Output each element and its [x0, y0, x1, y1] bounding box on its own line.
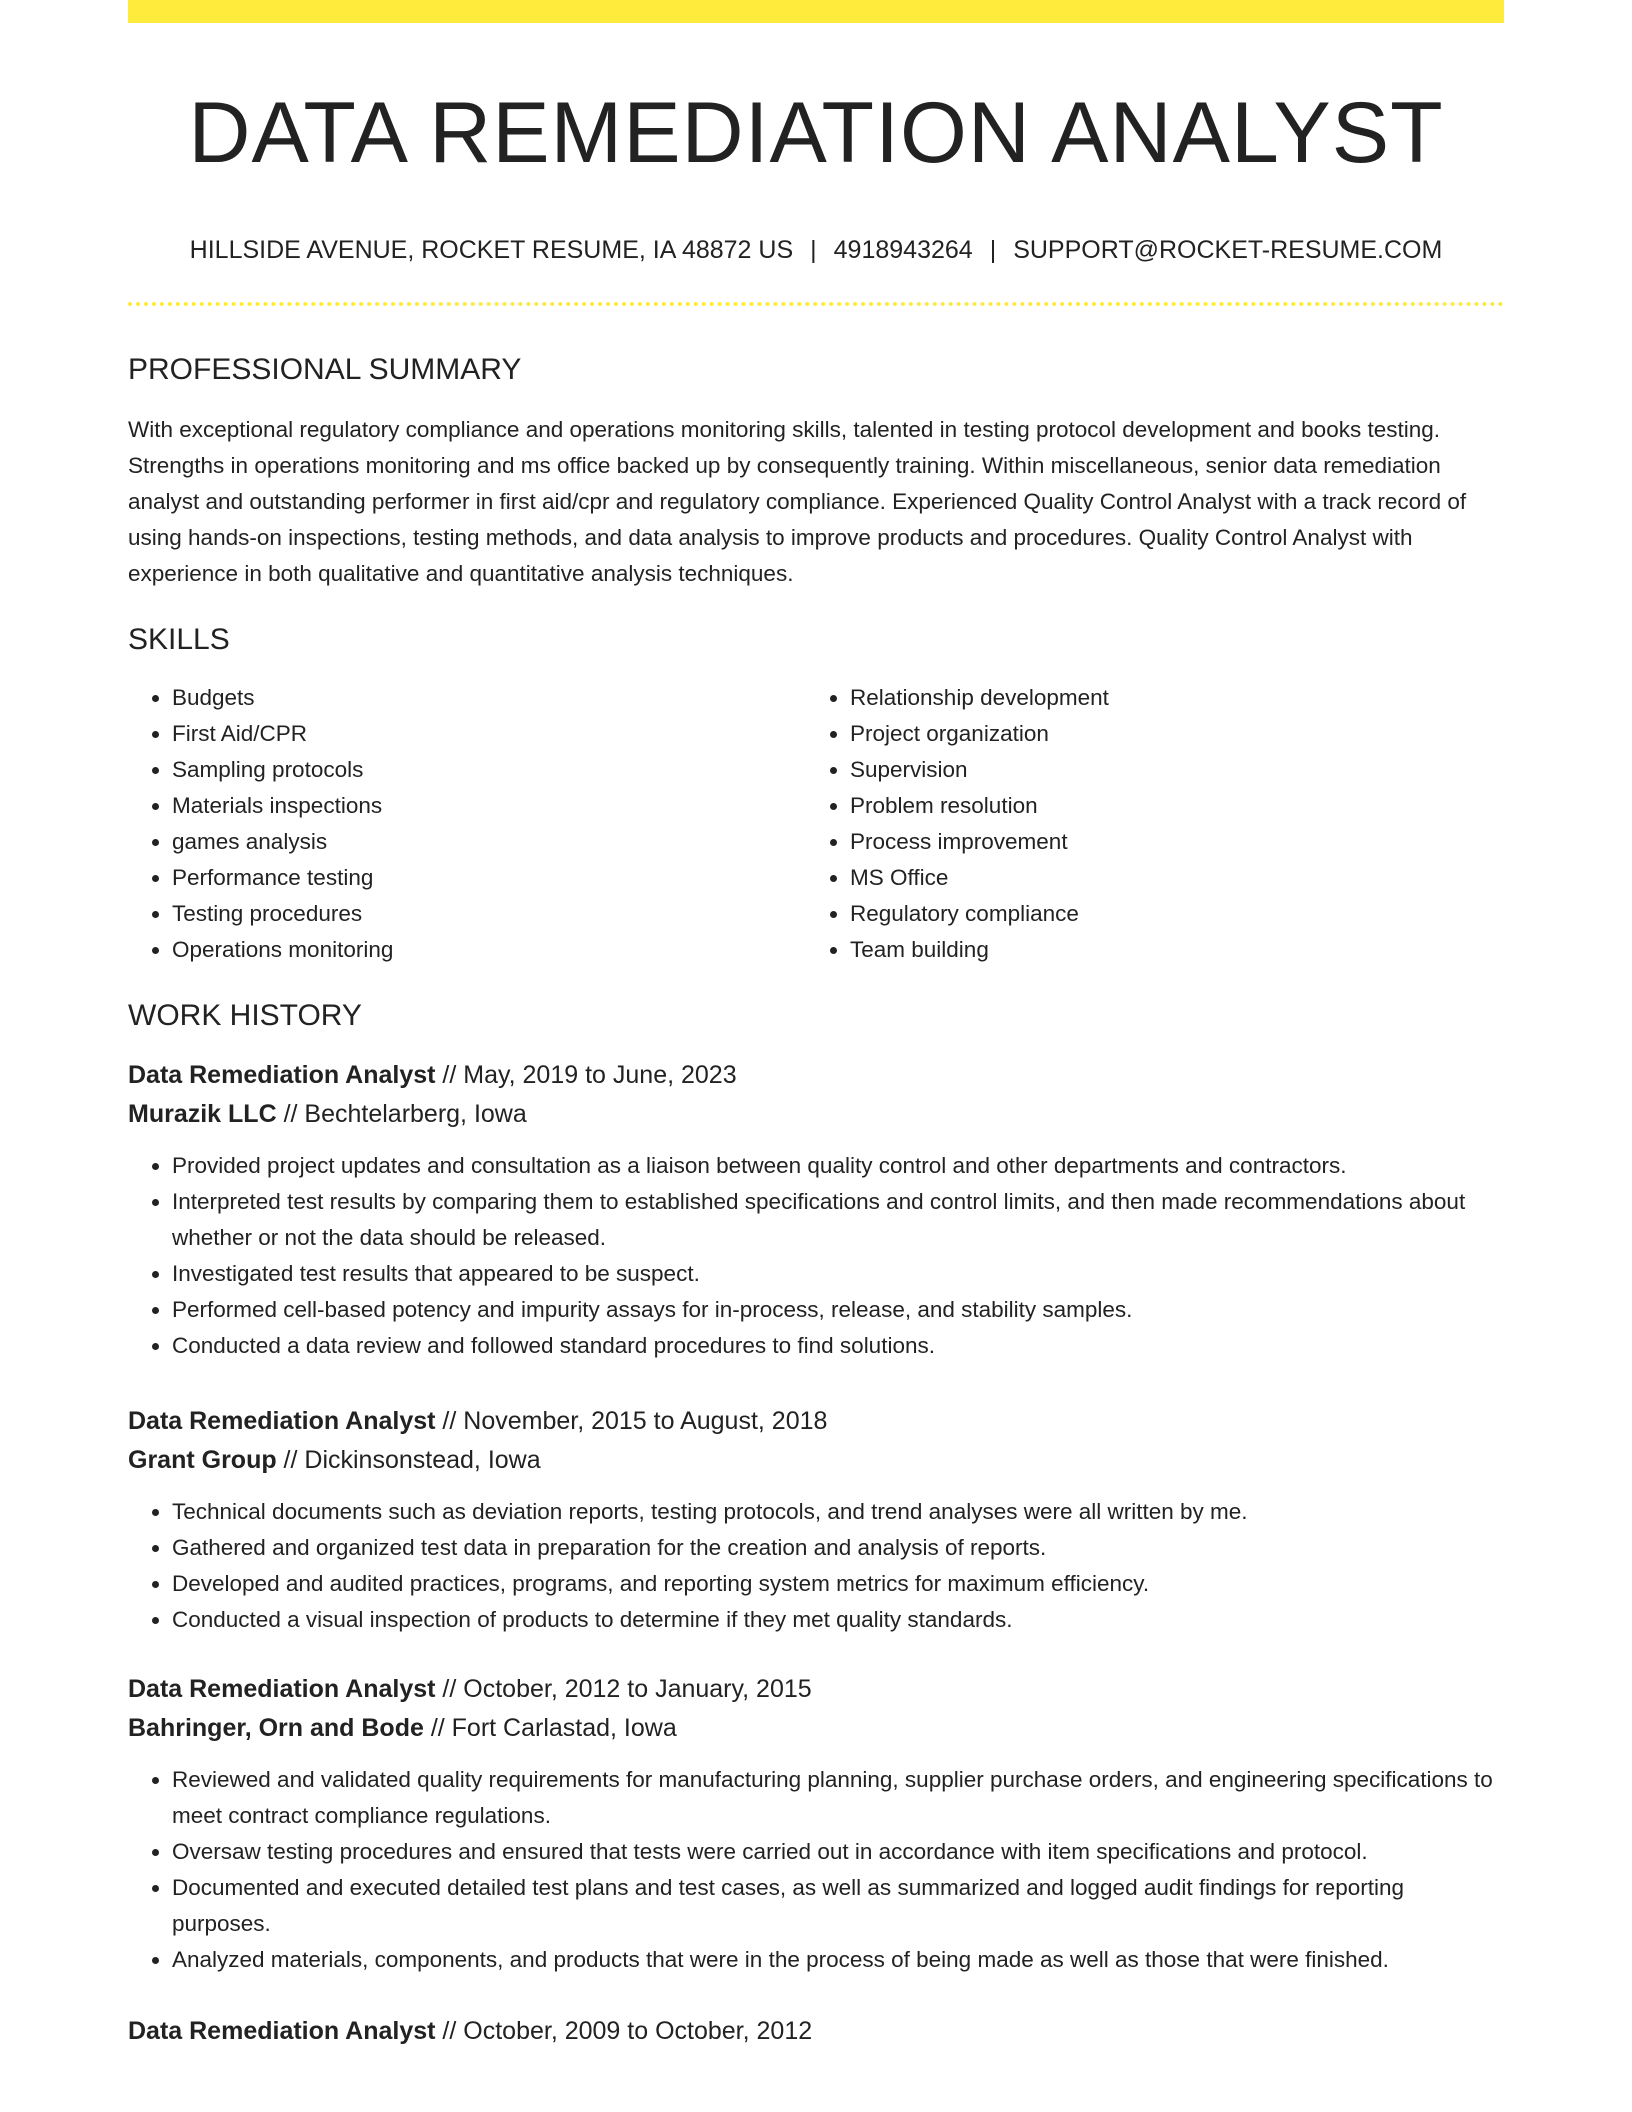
job-location: // Fort Carlastad, Iowa — [423, 1714, 677, 1742]
skill-item: • Operations monitoring — [172, 932, 806, 968]
contact-address: HILLSIDE AVENUE, ROCKET RESUME, IA 48872 US — [189, 236, 794, 264]
skill-item: • Process improvement — [850, 824, 1484, 860]
skill-item: • games analysis — [172, 824, 806, 860]
job-bullet: • Gathered and organized test data in preparation for the creation and analysis of reports. — [172, 1530, 1504, 1566]
summary-heading: PROFESSIONAL SUMMARY — [128, 353, 522, 386]
job-bullet: • Investigated test results that appeared to be suspect. — [172, 1256, 1504, 1292]
resume-title: DATA REMEDIATION ANALYST — [188, 85, 1444, 181]
job-role-line — [128, 2012, 1504, 2051]
skill-item: • First Aid/CPR — [172, 716, 806, 752]
skill-item: • Supervision — [850, 752, 1484, 788]
job-bullets — [128, 1762, 1504, 1978]
job-company-line — [128, 1441, 1504, 1480]
accent-top-bar — [128, 0, 1504, 23]
job-entry — [128, 1670, 1504, 1978]
contact-separator: | — [810, 236, 817, 264]
job-dates: // May, 2019 to June, 2023 — [435, 1061, 737, 1089]
job-bullet: • Conducted a visual inspection of products to determine if they met quality standards. — [172, 1602, 1504, 1638]
job-role: Data Remediation Analyst — [128, 1061, 436, 1089]
job-bullet: • Analyzed materials, components, and products that were in the process of being made as well as those that were finished. — [172, 1942, 1504, 1978]
job-bullet: • Oversaw testing procedures and ensured that tests were carried out in accordance with item specifications and protocol. — [172, 1834, 1504, 1870]
job-bullet: • Performed cell-based potency and impurity assays for in-process, release, and stability samples. — [172, 1292, 1504, 1328]
skill-item: • Project organization — [850, 716, 1484, 752]
summary-text: With exceptional regulatory compliance and operations monitoring skills, talented in testing protocol development and books testing. Strengths in operations monitoring and ms office backed up by consequently training. Within miscellaneous, senior data remediation analyst and outstanding performer in first aid/cpr and regulatory compliance. Experienced Quality Control Analyst with a track record of using hands-on inspections, testing methods, and data analysis to improve products and procedures. Quality Control Analyst with experience in both qualitative and quantitative analysis techniques. — [128, 417, 1467, 586]
skill-item: • Relationship development — [850, 680, 1484, 716]
work-history-heading: WORK HISTORY — [128, 999, 362, 1032]
job-bullet: • Provided project updates and consultation as a liaison between quality control and other departments and contractors. — [172, 1148, 1504, 1184]
skill-item: • Budgets — [172, 680, 806, 716]
job-company-line — [128, 1095, 1504, 1134]
job-role-line — [128, 1056, 1504, 1095]
skill-item: • Sampling protocols — [172, 752, 806, 788]
skill-item: • Regulatory compliance — [850, 896, 1484, 932]
job-dates: // October, 2009 to October, 2012 — [435, 2017, 813, 2045]
skills-column-left — [128, 680, 806, 968]
job-bullet: • Developed and audited practices, programs, and reporting system metrics for maximum efficiency. — [172, 1566, 1504, 1602]
job-bullet: • Technical documents such as deviation reports, testing protocols, and trend analyses were all written by me. — [172, 1494, 1504, 1530]
job-bullet: • Reviewed and validated quality requirements for manufacturing planning, supplier purchase orders, and engineering specifications to meet contract compliance regulations. — [172, 1762, 1504, 1834]
skills-list — [128, 680, 1504, 968]
job-dates: // October, 2012 to January, 2015 — [435, 1675, 812, 1703]
job-entry — [128, 2012, 1504, 2051]
skill-item: • Materials inspections — [172, 788, 806, 824]
job-company: Bahringer, Orn and Bode — [128, 1714, 424, 1742]
job-entry — [128, 1056, 1504, 1364]
job-role-line — [128, 1670, 1504, 1709]
job-company: Murazik LLC — [128, 1100, 277, 1128]
job-location: // Dickinsonstead, Iowa — [276, 1446, 541, 1474]
job-entry — [128, 1402, 1504, 1638]
skill-item: • Team building — [850, 932, 1484, 968]
skill-item: • Testing procedures — [172, 896, 806, 932]
job-bullet: • Documented and executed detailed test plans and test cases, as well as summarized and logged audit findings for reporting purposes. — [172, 1870, 1504, 1942]
job-bullet: • Conducted a data review and followed standard procedures to find solutions. — [172, 1328, 1504, 1364]
job-bullet: • Interpreted test results by comparing them to established specifications and control limits, and then made recommendations about whether or not the data should be released. — [172, 1184, 1504, 1256]
dotted-divider — [128, 302, 1504, 306]
contact-email[interactable]: SUPPORT@ROCKET-RESUME.COM — [1013, 236, 1443, 264]
job-bullets — [128, 1148, 1504, 1364]
job-role: Data Remediation Analyst — [128, 2017, 436, 2045]
job-bullets — [128, 1494, 1504, 1638]
job-location: // Bechtelarberg, Iowa — [276, 1100, 527, 1128]
skill-item: • Problem resolution — [850, 788, 1484, 824]
job-role: Data Remediation Analyst — [128, 1407, 436, 1435]
skill-item: • Performance testing — [172, 860, 806, 896]
skills-heading: SKILLS — [128, 623, 230, 656]
job-role: Data Remediation Analyst — [128, 1675, 436, 1703]
resume-page — [128, 0, 1504, 2112]
contact-separator: | — [989, 236, 997, 264]
job-dates: // November, 2015 to August, 2018 — [435, 1407, 828, 1435]
contact-line — [128, 235, 1504, 265]
skills-column-right — [806, 680, 1484, 968]
skill-item: • MS Office — [850, 860, 1484, 896]
job-company-line — [128, 1709, 1504, 1748]
job-company: Grant Group — [128, 1446, 277, 1474]
contact-phone[interactable]: 4918943264 — [833, 236, 973, 264]
job-role-line — [128, 1402, 1504, 1441]
